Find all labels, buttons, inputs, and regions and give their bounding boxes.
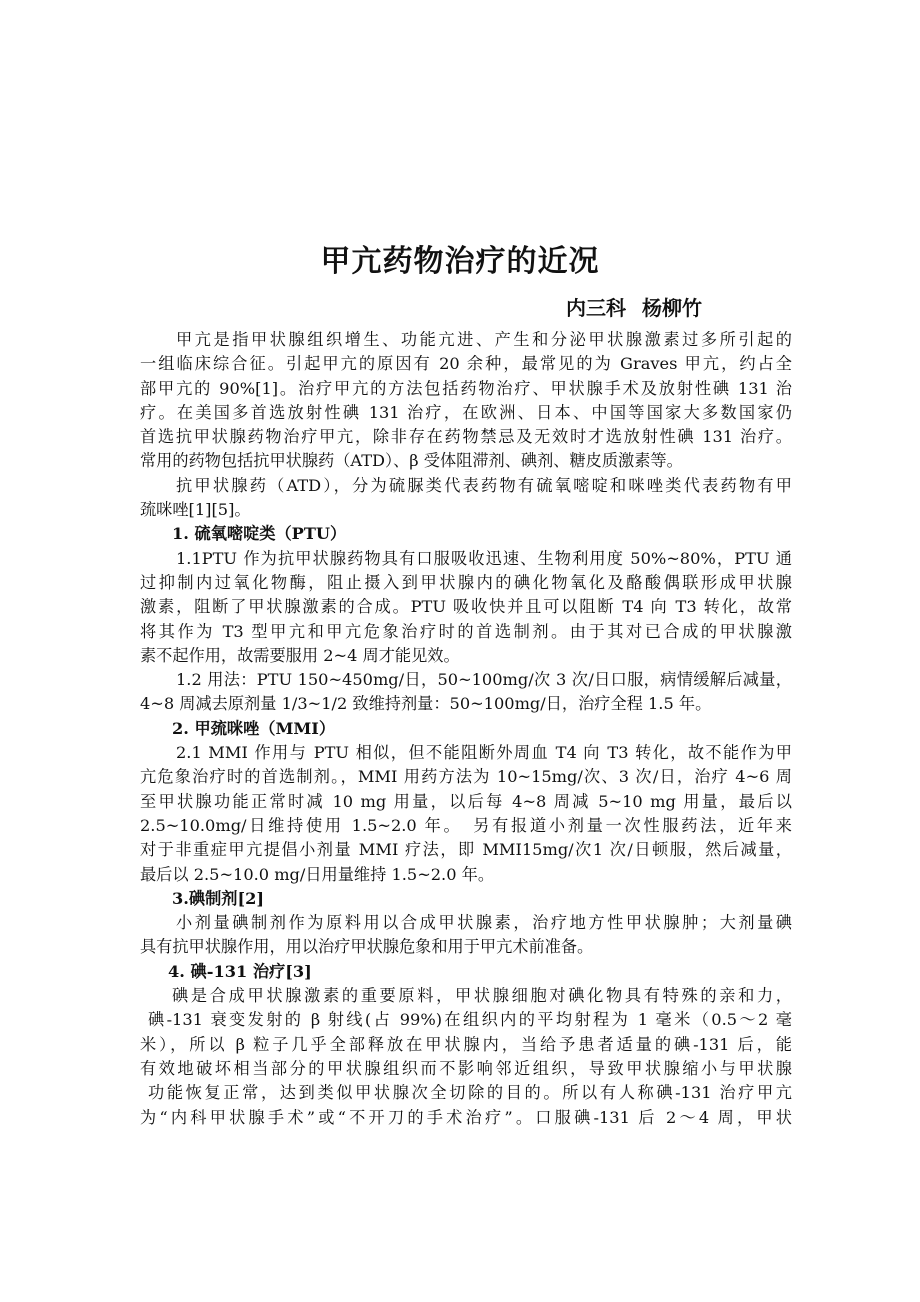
paragraph-line: 常用的药物包括抗甲状腺药（ATD）、β 受体阻滞剂、碘剂、糖皮质激素等。: [140, 451, 683, 471]
paragraph-line: 首选抗甲状腺药物治疗甲亢，除非存在药物禁忌及无效时才选放射性碘 131 治疗。: [140, 427, 792, 447]
paragraph-line: 为“内科甲状腺手术”或“不开刀的手术治疗”。口服碘-131 后 2～4 周，甲状: [140, 1107, 792, 1127]
paragraph-line: 素不起作用，故需要服用 2~4 周才能见效。: [140, 645, 460, 665]
paragraph-line: 亢危象治疗时的首选制剂。，MMI 用药方法为 10~15mg/次、3 次/日，治疗 4~6 周: [140, 767, 792, 787]
paragraph-line: 功能恢复正常，达到类似甲状腺次全切除的目的。所以有人称碘-131 治疗甲亢: [148, 1083, 792, 1103]
paragraph-line: 激素，阻断了甲状腺激素的合成。PTU 吸收快并且可以阻断 T4 向 T3 转化，故常: [140, 597, 792, 617]
paragraph-line: 将其作为 T3 型甲亢和甲亢危象治疗时的首选制剂。由于其对已合成的甲状腺激: [140, 621, 792, 641]
paragraph-line: 4~8 周减去原剂量 1/3~1/2 致维持剂量：50~100mg/日，治疗全程 1.5 年。: [140, 694, 712, 714]
paragraph-line: 一组临床综合征。引起甲亢的原因有 20 余种，最常见的为 Graves 甲亢，约占全: [140, 354, 792, 374]
paragraph-line: 甲亢是指甲状腺组织增生、功能亢进、产生和分泌甲状腺激素过多所引起的: [176, 330, 792, 349]
paragraph-line: 过抑制内过氧化物酶，阻止摄入到甲状腺内的碘化物氧化及酪酸偶联形成甲状腺: [140, 572, 792, 592]
paragraph-line: 至甲状腺功能正常时减 10 mg 用量，以后每 4~8 周减 5~10 mg 用量，最后以: [140, 791, 792, 811]
author-line: [566, 292, 702, 321]
paragraph-line: 最后以 2.5~10.0 mg/日用量维持 1.5~2.0 年。: [140, 864, 495, 884]
paragraph-line: 碘-131 衰变发射的 β 射线(占 99%)在组织内的平均射程为 1 毫米（0.5～2 毫: [148, 1010, 792, 1030]
author-dept: 内三科: [566, 296, 626, 320]
section-heading: 3.碘制剂[2]: [172, 888, 265, 908]
paragraph-line: 1.2 用法：PTU 150~450mg/日，50~100mg/次 3 次/日口服，病情缓解后减量，: [176, 670, 792, 690]
section-heading: 1. 硫氧嘧啶类（PTU）: [172, 524, 347, 544]
paragraph-line: 抗甲状腺药（ATD），分为硫脲类代表药物有硫氧嘧啶和咪唑类代表药物有甲: [176, 475, 792, 495]
section-heading: 4. 碘-131 治疗[3]: [168, 961, 312, 981]
paragraph-line: 巯咪唑[1][5]。: [140, 500, 251, 520]
paragraph-line: 小剂量碘制剂作为原料用以合成甲状腺素，治疗地方性甲状腺肿；大剂量碘: [176, 913, 792, 933]
paragraph-line: 部甲亢的 90%[1]。治疗甲亢的方法包括药物治疗、甲状腺手术及放射性碘 131 治: [140, 378, 792, 398]
paragraph-line: 米），所以 β 粒子几乎全部释放在甲状腺内，当给予患者适量的碘-131 后，能: [140, 1034, 792, 1054]
paragraph-line: 2.1 MMI 作用与 PTU 相似，但不能阻断外周血 T4 向 T3 转化，故不能作为甲: [176, 743, 792, 763]
paragraph-line: 对于非重症甲亢提倡小剂量 MMI 疗法，即 MMI15mg/次1 次/日顿服，然后减量，: [140, 840, 792, 860]
paragraph-line: 2.5~10.0mg/日维持使用 1.5~2.0 年。 另有报道小剂量一次性服药法，近年来: [140, 815, 792, 835]
paragraph-line: 具有抗甲状腺作用，用以治疗甲状腺危象和用于甲亢术前准备。: [140, 937, 594, 957]
author-name: 杨柳竹: [642, 296, 702, 320]
paragraph-line: 有效地破坏相当部分的甲状腺组织而不影响邻近组织，导致甲状腺缩小与甲状腺: [140, 1058, 792, 1078]
paragraph-line: 碘是合成甲状腺激素的重要原料，甲状腺细胞对碘化物具有特殊的亲和力，: [172, 986, 792, 1006]
paragraph-line: 1.1PTU 作为抗甲状腺药物具有口服吸收迅速、生物利用度 50%~80%，PTU 通: [176, 548, 792, 568]
document-title: 甲亢药物治疗的近况: [320, 244, 600, 279]
document-body: [140, 328, 792, 1130]
paragraph-line: 疗。在美国多首选放射性碘 131 治疗，在欧洲、日本、中国等国家大多数国家仍: [140, 402, 792, 422]
section-heading: 2. 甲巯咪唑（MMI）: [172, 718, 336, 738]
